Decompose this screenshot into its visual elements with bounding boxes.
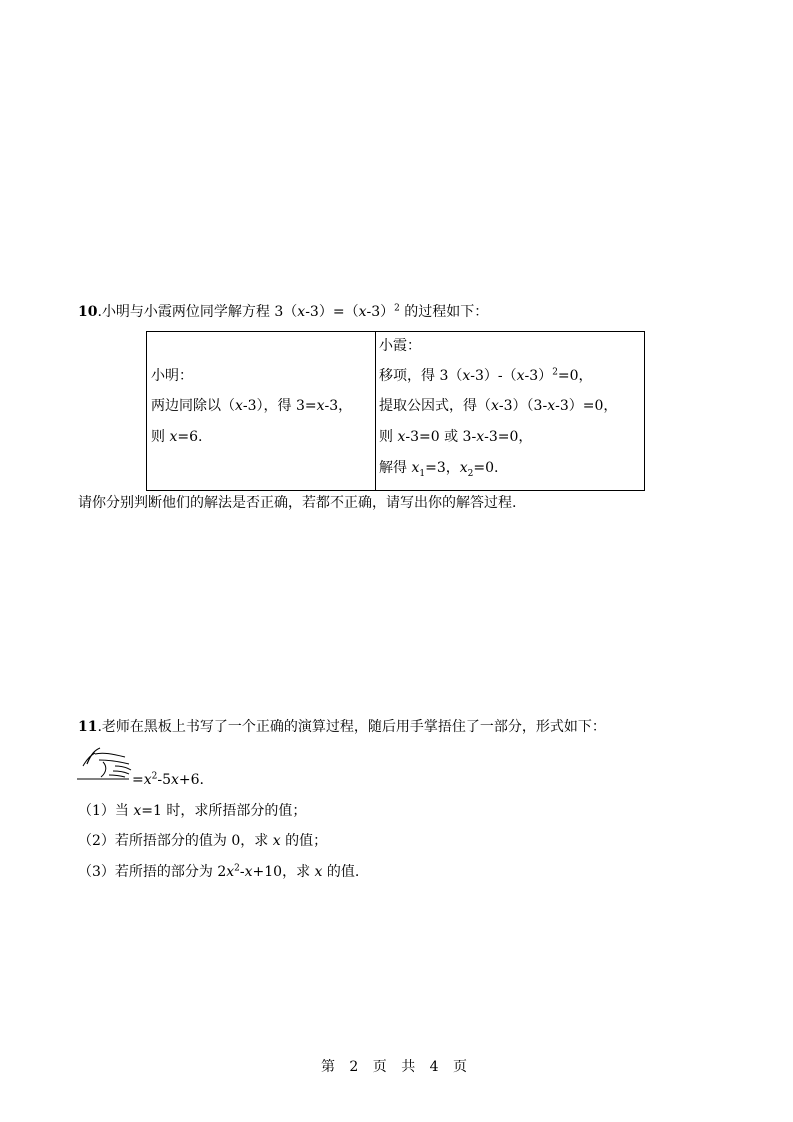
question-10-stem: 10.小明与小霞两位同学解方程 $3(x-3)=(x-3)^2$ 的过程如下： — [78, 303, 489, 320]
xiaoxia-label: 小霞： — [379, 338, 421, 354]
question-11-part-2: （2）若所捂部分的值为 0，求 x 的值； — [78, 833, 328, 849]
xiaoxia-solution-cell — [376, 332, 645, 491]
xiaoming-solution-cell — [147, 332, 376, 491]
question-10-prompt: 请你分别判断他们的解法是否正确，若都不正确，请写出你的解答过程. — [78, 495, 517, 511]
xiaoxia-step-1: 移项，得 $3(x-3)-(x-3)^2=0$， — [379, 367, 593, 384]
solutions-table — [146, 331, 645, 491]
question-11-stem: 11.老师在黑板上书写了一个正确的演算过程，随后用手掌捂住了一部分，形式如下： — [78, 719, 606, 735]
xiaoxia-step-3: 则 x-3=0 或 3-x-3=0， — [379, 429, 533, 445]
xiaoming-step-2: 则 x=6. — [151, 429, 203, 445]
question-11-part-1: （1）当 x=1 时，求所捂部分的值； — [78, 803, 307, 819]
xiaoxia-step-4: 解得 $x_1=3$，$x_2=0$. — [379, 460, 499, 479]
question-number: 10 — [78, 304, 98, 320]
covered-equation: $=x^2-5x+6$. — [132, 771, 205, 788]
question-number: 11 — [78, 719, 98, 735]
covering-hand-icon — [73, 744, 137, 786]
xiaoxia-step-2: 提取公因式，得（x-3）（3-x-3）=0， — [379, 398, 618, 414]
page-footer: 第 2 页 共 4 页 — [320, 1059, 473, 1075]
question-11-part-3: （3）若所捂的部分为 $2x^2-x+10$，求 x 的值. — [78, 863, 360, 880]
xiaoming-step-1: 两边同除以（x-3），得 3=x-3， — [151, 398, 353, 414]
xiaoming-label: 小明： — [151, 368, 193, 384]
